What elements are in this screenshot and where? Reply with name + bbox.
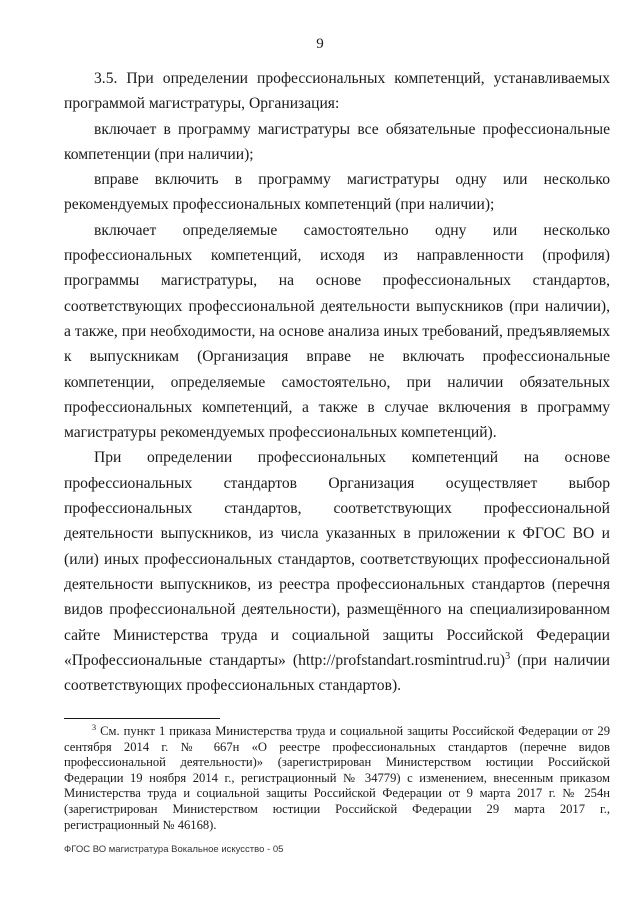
paragraph-self-defined-competencies: включает определяемые самостоятельно одну или несколько профессиональных компетенций, исходя из направленности (профиля) программы магистратуры, на основе профессиональных стандартов, соответствующих профессиональной деятельности выпускников (при наличии), а также, при необходимости, на основе анализа иных требований, предъявляемых к выпускникам (Организация вправе не включать профессиональные компетенции, определяемые самостоятельно, при наличии обязательных профессиональных компетенций, а также в случае включения в программу магистратуры рекомендуемых профессиональных компетенций). [64, 221, 610, 442]
footnote-text: См. пункт 1 приказа Министерства труда и социальной защиты Российской Федерации от 29 сентября 2014 г. № 667н «О реестре профессиональных стандартов (перечне видов профессиональной деятельности)» (зарегистрирован Министерством юстиции Российской Федерации 19 ноября 2014 г., регистрационный № 34779) с изменением, внесенным приказом Министерства труда и социальной защиты Российской Федерации от 9 марта 2017 г. № 254н (зарегистрирован Министерством юстиции Российской Федерации 29 марта 2017 г., регистрационный № 46168). [64, 724, 610, 832]
body-text [64, 66, 610, 698]
paragraph-mandatory-competencies: включает в программу магистратуры все обязательные профессиональные компетенции (при наличии); [64, 120, 610, 163]
page-number: 9 [316, 36, 324, 52]
page-footer: ФГОС ВО магистратура Вокальное искусство - 05 [64, 844, 284, 855]
paragraph-text-before-footnote: При определении профессиональных компетенций на основе профессиональных стандартов Организация осуществляет выбор профессиональных стандартов, соответствующих профессиональной деятельности выпускников, из числа указанных в приложении к ФГОС ВО и (или) иных профессиональных стандартов, соответствующих профессиональной деятельности выпускников, из реестра профессиональных стандартов (перечня видов профессиональной деятельности), размещённого на специализированном сайте Министерства труда и социальной защиты Российской Федерации «Профессиональные стандарты» (http://profstandart.rosmintrud.ru) [64, 449, 610, 669]
paragraph-text-after-footnote: (при наличии соответствующих профессиональных стандартов). [64, 651, 610, 695]
footnote-separator [64, 718, 220, 719]
paragraph-professional-standards [64, 445, 610, 698]
paragraph-recommended-competencies: вправе включить в программу магистратуры одну или несколько рекомендуемых профессиональных компетенций (при наличии); [64, 171, 610, 214]
paragraph-3-5-intro: 3.5. При определении профессиональных компетенций, устанавливаемых программой магистратуры, Организация: [64, 70, 610, 113]
footnote-reference[interactable]: 3 [505, 650, 511, 662]
footnote [64, 724, 610, 833]
footnote-marker: 3 [92, 723, 97, 733]
